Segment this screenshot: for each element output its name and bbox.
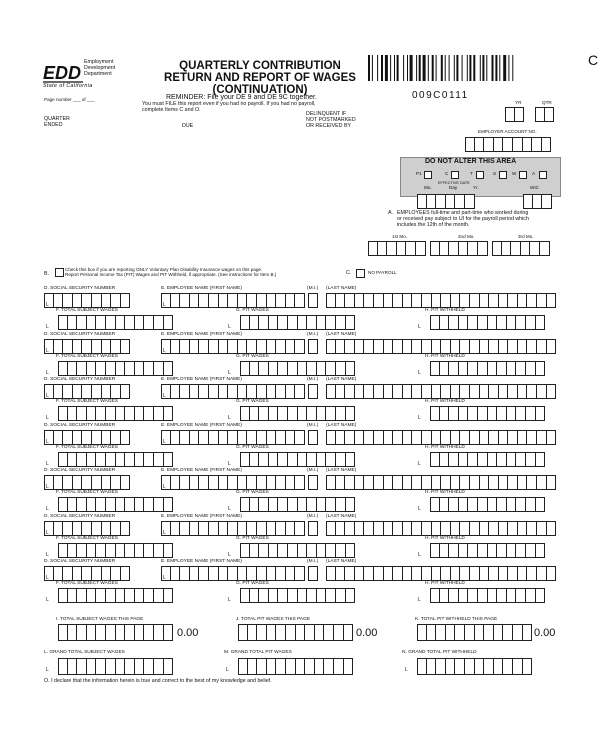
total-subject-wages-value: 0.00 [177,627,199,639]
corner-mark: C [588,52,599,68]
s-label: S [493,171,497,176]
mi-label: (M.I.) [307,514,319,519]
mi-label: (M.I.) [307,559,319,564]
corner-l-name: L [163,484,166,490]
corner-l-c: L [418,506,421,512]
subject-wages-input[interactable] [58,361,173,376]
ssn-input[interactable] [44,339,130,354]
subject-wages-label: F. TOTAL SUBJECT WAGES [56,354,118,359]
corner-l-name: L [163,439,166,445]
delinquent-label: DELINQUENT IF NOT POSTMARKED OR RECEIVED BY [306,111,356,129]
yr-label: YR [515,100,522,105]
last-name-label: (LAST NAME) [326,514,357,519]
ssn-input[interactable] [44,293,130,308]
pit-withheld-input[interactable] [430,452,545,467]
qtr-label: QTR [542,100,552,105]
mi-label: (M.I.) [307,286,319,291]
a-box [539,171,547,179]
last-name-label: (LAST NAME) [326,286,357,291]
third-month-employees[interactable] [492,241,550,256]
pit-withheld-label: H. PIT WITHHELD [425,308,465,313]
first-name-label: E. EMPLOYEE NAME (FIRST NAME) [161,514,242,519]
pit-wages-label: G. PIT WAGES [236,399,269,404]
pit-withheld-input[interactable] [430,543,545,558]
ssn-input[interactable] [44,384,130,399]
subject-wages-input[interactable] [58,315,173,330]
pit-withheld-label: H. PIT WITHHELD [425,490,465,495]
subject-wages-label: F. TOTAL SUBJECT WAGES [56,490,118,495]
corner-l-2: L [226,667,229,673]
p1-label: P1 [416,171,422,176]
subject-wages-label: F. TOTAL SUBJECT WAGES [56,399,118,404]
corner-l-ssn: L [46,348,49,354]
c-label: C [445,171,449,176]
corner-l-name: L [163,348,166,354]
last-name-label: (LAST NAME) [326,468,357,473]
first-name-input[interactable] [161,339,305,354]
pit-wages-input[interactable] [240,406,355,421]
first-name-label: E. EMPLOYEE NAME (FIRST NAME) [161,332,242,337]
grand-total-subject-wages-input[interactable] [58,658,173,675]
corner-l-ssn: L [46,302,49,308]
mi-label: (M.I.) [307,423,319,428]
subject-wages-input[interactable] [58,406,173,421]
subject-wages-input[interactable] [58,588,173,603]
barcode [368,55,552,81]
pit-wages-label: G. PIT WAGES [236,490,269,495]
grand-total-pit-wages-label: M. GRAND TOTAL PIT WAGES [224,650,292,655]
pit-wages-label: G. PIT WAGES [236,536,269,541]
mi-input[interactable] [308,384,318,399]
agency-name: Employment Development Department [84,59,116,77]
total-pit-wages-label: J. TOTAL PIT WAGES THIS PAGE [236,617,311,622]
t-label: T [470,171,473,176]
pit-withheld-label: H. PIT WITHHELD [425,536,465,541]
last-name-label: (LAST NAME) [326,423,357,428]
pit-wages-label: G. PIT WAGES [236,308,269,313]
employer-account-input[interactable] [465,137,551,152]
total-pit-wages-value: 0.00 [356,627,378,639]
subject-wages-label: F. TOTAL SUBJECT WAGES [56,536,118,541]
page-number-label: Page number ___ of ___ [44,97,95,102]
last-name-label: (LAST NAME) [326,559,357,564]
corner-l-name: L [163,302,166,308]
pit-wages-input[interactable] [240,497,355,512]
first-name-input[interactable] [161,293,305,308]
subject-wages-label: F. TOTAL SUBJECT WAGES [56,445,118,450]
day-label: Day [449,185,458,190]
ssn-label: D. SOCIAL SECURITY NUMBER [44,286,116,291]
first-name-label: E. EMPLOYEE NAME (FIRST NAME) [161,423,242,428]
form-title: QUARTERLY CONTRIBUTION RETURN AND REPORT OF WAGES (CONTINUATION) [164,60,356,97]
first-name-input[interactable] [161,566,305,581]
total-pit-withheld-input[interactable] [417,624,532,641]
last-name-label: (LAST NAME) [326,377,357,382]
employer-account-label: EMPLOYER ACCOUNT NO. [478,129,537,134]
mo-label: Mo. [424,185,432,190]
ssn-label: D. SOCIAL SECURITY NUMBER [44,332,116,337]
mi-label: (M.I.) [307,468,319,473]
corner-l-b: L [228,597,231,603]
mi-input[interactable] [308,430,318,445]
grand-total-pit-withheld-input[interactable] [417,658,532,675]
quarter-input[interactable] [535,107,554,122]
svg-text:EDD: EDD [43,63,82,83]
reminder-text: REMINDER: File your DE 9 and DE 9C together. [166,94,317,101]
mi-input[interactable] [308,521,318,536]
corner-l-b: L [228,506,231,512]
last-name-input[interactable] [326,475,556,490]
do-not-alter-label: DO NOT ALTER THIS AREA [425,158,517,165]
corner-l-3: L [405,667,408,673]
corner-l-name: L [163,530,166,536]
last-name-input[interactable] [326,430,556,445]
grand-total-subject-wages-label: L. GRAND TOTAL SUBJECT WAGES [44,650,125,655]
subject-wages-label: F. TOTAL SUBJECT WAGES [56,581,118,586]
mi-input[interactable] [308,475,318,490]
item-b-letter: B. [44,271,50,277]
ssn-label: D. SOCIAL SECURITY NUMBER [44,559,116,564]
corner-l-c: L [418,415,421,421]
pit-withheld-input[interactable] [430,497,545,512]
subject-wages-input[interactable] [58,497,173,512]
pit-withheld-label: H. PIT WITHHELD [425,581,465,586]
item-a-text: EMPLOYEES full-time and part-time who worked during or received pay subject to UI for the payroll period which includes the 12th of the month. [397,210,529,228]
corner-l-a: L [46,415,49,421]
first-mo-label: 1st Mo. [392,234,408,239]
corner-l-c: L [418,324,421,330]
c-box [451,171,459,179]
first-name-label: E. EMPLOYEE NAME (FIRST NAME) [161,286,242,291]
corner-l-ssn: L [46,530,49,536]
pit-withheld-input[interactable] [430,588,545,603]
mi-input[interactable] [308,339,318,354]
no-payroll-label: NO PAYROLL [368,270,397,275]
corner-l-c: L [418,597,421,603]
second-month-employees[interactable] [430,241,488,256]
ssn-label: D. SOCIAL SECURITY NUMBER [44,377,116,382]
grand-total-pit-wages-input[interactable] [238,658,353,675]
mi-label: (M.I.) [307,377,319,382]
due-label: DUE [182,123,194,129]
last-name-label: (LAST NAME) [326,332,357,337]
last-name-input[interactable] [326,293,556,308]
total-subject-wages-input[interactable] [58,624,173,641]
mi-input[interactable] [308,293,318,308]
total-pit-withheld-value: 0.00 [534,627,556,639]
s-box [499,171,507,179]
pit-wages-label: G. PIT WAGES [236,581,269,586]
corner-l-b: L [228,552,231,558]
first-name-input[interactable] [161,430,305,445]
total-pit-withheld-label: K. TOTAL PIT WITHHELD THIS PAGE [415,617,498,622]
ssn-input[interactable] [44,475,130,490]
form-code: 009C0111 [412,90,469,101]
ssn-label: D. SOCIAL SECURITY NUMBER [44,468,116,473]
pit-withheld-label: H. PIT WITHHELD [425,445,465,450]
pit-wages-input[interactable] [240,361,355,376]
first-name-label: E. EMPLOYEE NAME (FIRST NAME) [161,559,242,564]
corner-l-a: L [46,370,49,376]
pit-wages-label: G. PIT WAGES [236,445,269,450]
corner-l-name: L [163,575,166,581]
w-label: W [512,171,517,176]
corner-l-b: L [228,370,231,376]
corner-l-ssn: L [46,439,49,445]
must-file-text: You must FILE this report even if you had no payroll. If you had no payroll, complete Items C and O. [142,101,316,113]
mi-input[interactable] [308,566,318,581]
effective-date-boxes [417,194,475,206]
first-name-input[interactable] [161,384,305,399]
corner-l-ssn: L [46,575,49,581]
last-name-input[interactable] [326,521,556,536]
pit-withheld-label: H. PIT WITHHELD [425,399,465,404]
pit-withheld-input[interactable] [430,315,545,330]
w-box [519,171,527,179]
corner-l-a: L [46,461,49,467]
corner-l-c: L [418,370,421,376]
subject-wages-input[interactable] [58,543,173,558]
pit-wages-input[interactable] [240,452,355,467]
pit-wages-input[interactable] [240,543,355,558]
corner-l-c: L [418,552,421,558]
effective-date-label: EFFECTIVE DATE [438,181,470,185]
year-input[interactable] [505,107,524,122]
first-month-employees[interactable] [368,241,426,256]
third-mo-label: 3rd Mo. [518,234,534,239]
corner-l-b: L [228,415,231,421]
ssn-input[interactable] [44,521,130,536]
quarter-ended-label: QUARTER ENDED [44,116,70,128]
corner-l-b: L [228,324,231,330]
ssn-input[interactable] [44,430,130,445]
total-pit-wages-input[interactable] [238,624,353,641]
corner-l-a: L [46,506,49,512]
grand-total-pit-withheld-label: N. GRAND TOTAL PIT WITHHELD [402,650,477,655]
first-name-label: E. EMPLOYEE NAME (FIRST NAME) [161,468,242,473]
no-payroll-checkbox[interactable] [356,269,365,278]
yr2-label: Yr. [473,185,479,190]
last-name-input[interactable] [326,566,556,581]
wic-boxes [523,194,552,206]
ssn-label: D. SOCIAL SECURITY NUMBER [44,423,116,428]
item-c-letter: C. [346,270,352,276]
last-name-input[interactable] [326,384,556,399]
pit-wages-input[interactable] [240,588,355,603]
wic-label: WIC [530,185,539,190]
declaration-text: O. I declare that the information herein is true and correct to the best of my knowledge and belief. [44,678,272,684]
item-b-checkbox[interactable] [55,268,64,277]
item-a-letter: A. [388,210,394,216]
t-box [476,171,484,179]
ssn-input[interactable] [44,566,130,581]
ssn-label: D. SOCIAL SECURITY NUMBER [44,514,116,519]
last-name-input[interactable] [326,339,556,354]
corner-l-a: L [46,597,49,603]
pit-withheld-input[interactable] [430,361,545,376]
a-label: A [532,171,536,176]
pit-withheld-input[interactable] [430,406,545,421]
subject-wages-label: F. TOTAL SUBJECT WAGES [56,308,118,313]
pit-wages-label: G. PIT WAGES [236,354,269,359]
corner-l-ssn: L [46,393,49,399]
corner-l-a: L [46,324,49,330]
corner-l-b: L [228,461,231,467]
mi-label: (M.I.) [307,332,319,337]
item-b-text: Check this box if you are reporting ONLY Voluntary Plan Disability Insurance wages on this page. Report Personal Income Tax (PIT) Wages and PIT Withheld, if appropriate. (See instructions for Item B.) [65,267,277,277]
pit-wages-input[interactable] [240,315,355,330]
first-name-label: E. EMPLOYEE NAME (FIRST NAME) [161,377,242,382]
state-label: State of California [43,83,93,89]
total-subject-wages-label: I. TOTAL SUBJECT WAGES THIS PAGE [56,617,144,622]
corner-l-ssn: L [46,484,49,490]
pit-withheld-label: H. PIT WITHHELD [425,354,465,359]
subject-wages-input[interactable] [58,452,173,467]
corner-l-1: L [46,667,49,673]
second-mo-label: 2nd Mo. [458,234,475,239]
p1-box [424,171,432,179]
corner-l-a: L [46,552,49,558]
first-name-input[interactable] [161,521,305,536]
corner-l-name: L [163,393,166,399]
corner-l-c: L [418,461,421,467]
first-name-input[interactable] [161,475,305,490]
